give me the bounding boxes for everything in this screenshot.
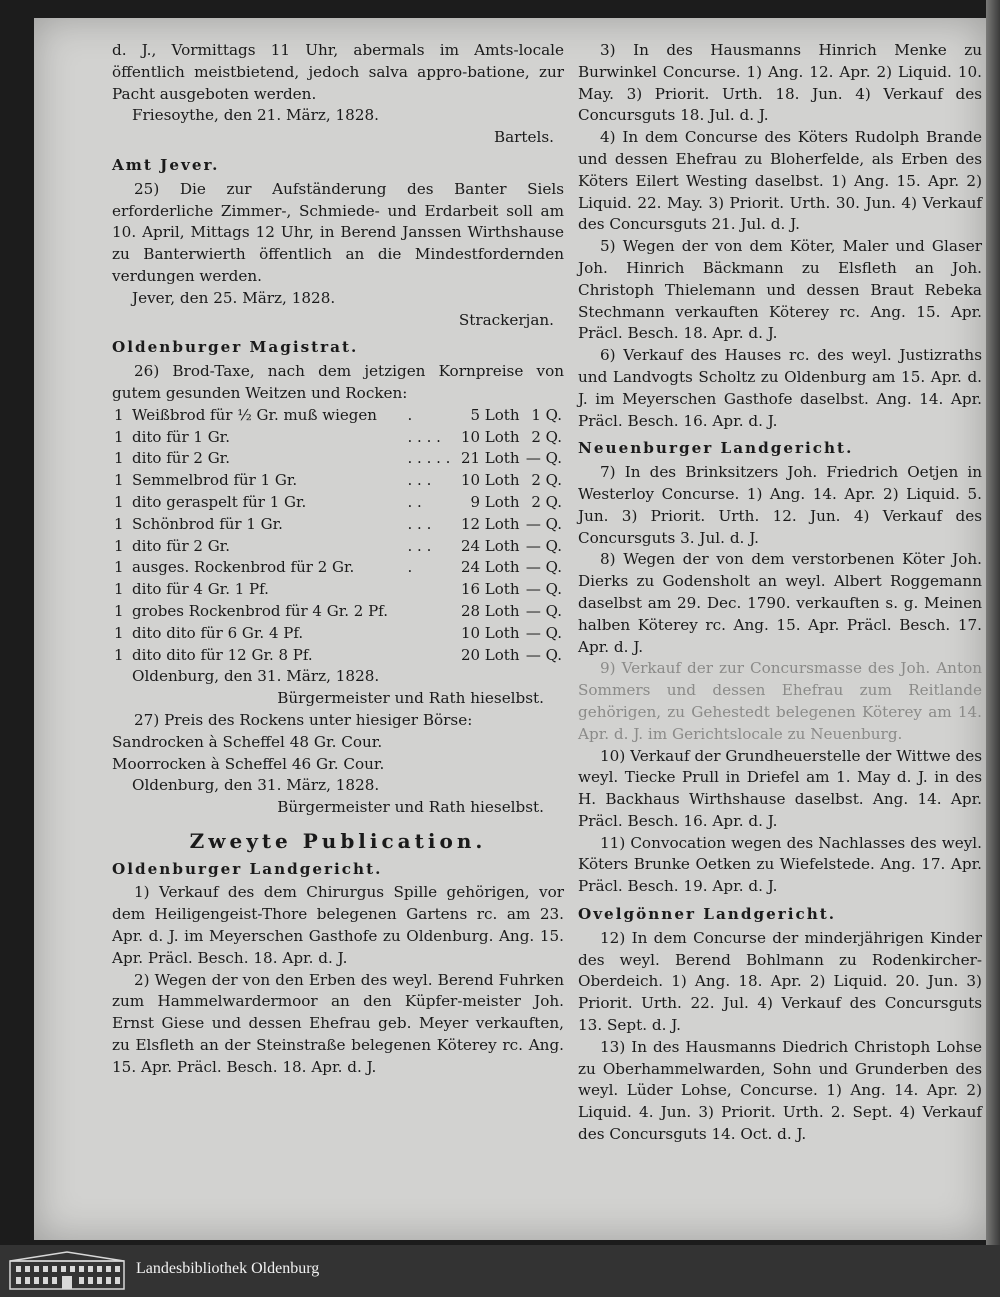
row-count: 1	[114, 558, 124, 577]
row-item: dito dito für 12 Gr. 8 Pf.	[132, 645, 313, 664]
row-leader	[406, 579, 456, 601]
row-count: 1	[114, 601, 124, 620]
place-date: Oldenburg, den 31. März, 1828.	[132, 776, 380, 795]
row-leader: . . .	[407, 514, 432, 533]
row-quentchen: 1 Q.	[531, 405, 562, 424]
row-quentchen: — Q.	[525, 514, 562, 533]
section-heading-landgericht: Oldenburger Landgericht.	[112, 859, 383, 878]
row-item: Schönbrod für 1 Gr.	[132, 514, 283, 533]
signature: Strackerjan.	[458, 310, 554, 329]
rye-price-moor: Moorrocken à Scheffel 46 Gr. Cour.	[112, 754, 385, 773]
row-quentchen: — Q.	[525, 580, 562, 599]
notice-r10: 10) Verkauf der Grundheuerstelle der Wittwe des weyl. Tiecke Prull in Driefel am 1. May d. J. in des H. Backhaus Wirthshause daselbst. Ang. 14. Apr. Präcl. Besch. 16. Apr. d. J.	[578, 746, 982, 830]
row-count: 1	[114, 492, 124, 511]
table-row	[112, 557, 564, 579]
row-count: 1	[114, 471, 124, 490]
row-count: 1	[114, 449, 124, 468]
row-quentchen: — Q.	[525, 449, 562, 468]
section-heading-neuenburg: Neuenburger Landgericht.	[578, 439, 854, 458]
table-row	[112, 470, 564, 492]
row-quentchen: — Q.	[525, 623, 562, 642]
row-weight: 10 Loth	[460, 623, 520, 642]
row-item: dito dito für 6 Gr. 4 Pf.	[132, 623, 304, 642]
row-item: dito für 2 Gr.	[132, 536, 230, 555]
row-weight: 24 Loth	[460, 536, 520, 555]
row-item: Semmelbrod für 1 Gr.	[132, 471, 298, 490]
row-item: grobes Rockenbrod für 4 Gr. 2 Pf.	[132, 601, 388, 620]
notice-r5: 5) Wegen der von dem Köter, Maler und Glaser Joh. Hinrich Bäckmann zu Elsfleth an Joh. Christoph Thielemann und dessen Braut Rebeka Stechmann verkauften Köterey rc. Ang. 15. Apr. Präcl. Besch. 18. Apr. d. J.	[578, 237, 982, 343]
rye-price-sand: Sandrocken à Scheffel 48 Gr. Cour.	[112, 732, 383, 751]
section-heading-magistrat: Oldenburger Magistrat.	[112, 338, 359, 357]
row-leader	[406, 645, 456, 667]
row-quentchen: — Q.	[525, 601, 562, 620]
page-binding-edge	[986, 0, 1000, 1245]
table-row	[112, 645, 564, 667]
row-leader	[406, 623, 456, 645]
table-row	[112, 623, 564, 645]
notice-r12: 12) In dem Concurse der minderjährigen Kinder des weyl. Berend Bohlmann zu Rodenkircher-Oberdeich. 1) Ang. 18. Apr. 2) Liquid. 20. Jun. 3) Priorit. Urth. 22. Jul. 4) Verkauf des Concursguts 13. Sept. d. J.	[578, 928, 982, 1035]
row-leader	[406, 601, 456, 623]
row-item: dito für 4 Gr. 1 Pf.	[132, 580, 269, 599]
row-quentchen: 2 Q.	[531, 471, 562, 490]
section-heading-amt-jever: Amt Jever.	[112, 155, 220, 174]
place-date: Friesoythe, den 21. März, 1828.	[132, 106, 379, 125]
section-heading-ovelgoenne: Ovelgönner Landgericht.	[578, 905, 837, 924]
row-leader: . .	[407, 492, 422, 511]
library-building-icon[interactable]	[8, 1251, 126, 1291]
library-name[interactable]: Landesbibliothek Oldenburg	[136, 1260, 320, 1277]
notice-lg-1: 1) Verkauf des dem Chirurgus Spille gehörigen, vor dem Heiligengeist-Thore belegenen Gartens rc. am 23. Apr. d. J. im Meyerschen Gasthofe zu Oldenburg. Ang. 15. Apr. Präcl. Besch. 18. Apr. d. J.	[112, 883, 564, 967]
notice-r11: 11) Convocation wegen des Nachlasses des weyl. Köters Brunke Oetken zu Wiefelstede. Ang. 17. Apr. Präcl. Besch. 19. Apr. d. J.	[578, 833, 982, 896]
row-weight: 9 Loth	[470, 492, 520, 511]
row-leader: . . . .	[407, 427, 441, 446]
row-weight: 21 Loth	[460, 449, 520, 468]
row-item: dito geraspelt für 1 Gr.	[132, 492, 307, 511]
row-weight: 10 Loth	[460, 427, 520, 446]
row-quentchen: — Q.	[525, 536, 562, 555]
notice-r8: 8) Wegen der von dem verstorbenen Köter Joh. Dierks zu Godensholt an weyl. Albert Roggemann daselbst am 29. Dec. 1790. verkauften s. g. Meinen halben Köterey rc. Ang. 15. Apr. Präcl. Besch. 17. Apr. d. J.	[578, 550, 982, 656]
signature: Bürgermeister und Rath hieselbst.	[277, 798, 544, 817]
row-leader: . . .	[407, 471, 432, 490]
table-row	[112, 514, 564, 536]
row-count: 1	[114, 580, 124, 599]
signature: Bürgermeister und Rath hieselbst.	[277, 689, 544, 708]
table-row	[112, 579, 564, 601]
row-quentchen: — Q.	[525, 645, 562, 664]
notice-r13: 13) In des Hausmanns Diedrich Christoph Lohse zu Oberhammelwarden, Sohn und Grunderben des weyl. Lüder Lohse, Concurse. 1) Ang. 14. Apr. 2) Liquid. 4. Jun. 3) Priorit. Urth. 2. Sept. 4) Verkauf des Concursguts 14. Oct. d. J.	[578, 1037, 982, 1144]
place-date: Jever, den 25. März, 1828.	[132, 288, 336, 307]
notice-26: 26) Brod-Taxe, nach dem jetzigen Kornpreise von gutem gesunden Weitzen und Rocken:	[112, 362, 564, 402]
left-column	[112, 40, 564, 1079]
row-leader: .	[407, 558, 413, 577]
table-row	[112, 492, 564, 514]
row-leader: .	[407, 405, 413, 424]
row-quentchen: 2 Q.	[531, 492, 562, 511]
row-quentchen: 2 Q.	[531, 427, 562, 446]
row-item: dito für 1 Gr.	[132, 427, 230, 446]
row-count: 1	[114, 645, 124, 664]
row-item: dito für 2 Gr.	[132, 449, 230, 468]
row-weight: 24 Loth	[460, 558, 520, 577]
row-weight: 5 Loth	[470, 405, 520, 424]
right-column	[578, 40, 982, 1146]
notice-r9: 9) Verkauf der zur Concursmasse des Joh. Anton Sommers und dessen Ehefrau zum Reitlande gehörigen, zu Gehestedt belegenen Köterey am 14. Apr. d. J. im Gerichtslocale zu Neuenburg.	[578, 659, 982, 743]
row-item: ausges. Rockenbrod für 2 Gr.	[132, 558, 355, 577]
notice-r4: 4) In dem Concurse des Köters Rudolph Brande und dessen Ehefrau zu Bloherfelde, als Erben des Köters Eilert Westing daselbst. 1) Ang. 15. Apr. 2) Liquid. 22. May. 3) Priorit. Urth. 30. Jun. 4) Verkauf des Concursguts 21. Jul. d. J.	[578, 128, 982, 234]
row-leader: . . .	[407, 536, 432, 555]
signature: Bartels.	[493, 128, 554, 147]
row-weight: 20 Loth	[460, 645, 520, 664]
row-quentchen: — Q.	[525, 558, 562, 577]
row-weight: 12 Loth	[460, 514, 520, 533]
notice-25: 25) Die zur Aufständerung des Banter Siels erforderliche Zimmer-, Schmiede- und Erdarbeit soll am 10. April, Mittags 12 Uhr, in Berend Janssen Wirthshause zu Banterwierth öffentlich an die Mindestfordernden verdungen werden.	[112, 179, 564, 285]
row-count: 1	[114, 536, 124, 555]
library-footer	[0, 1245, 1000, 1297]
row-weight: 16 Loth	[460, 580, 520, 599]
notice-r6: 6) Verkauf des Hauses rc. des weyl. Justizraths und Landvogts Scholtz zu Oldenburg am 15. Apr. d. J. im Meyerschen Gasthofe daselbst. Ang. 14. Apr. Präcl. Besch. 16. Apr. d. J.	[578, 346, 982, 430]
table-row	[112, 405, 564, 427]
notice-r7: 7) In des Brinksitzers Joh. Friedrich Oetjen in Westerloy Concurse. 1) Ang. 14. Apr. 2) Liquid. 5. Jun. 3) Priorit. Urth. 12. Jun. 4) Verkauf des Concursguts 3. Jul. d. J.	[578, 463, 982, 547]
notice-27: 27) Preis des Rockens unter hiesiger Börse:	[134, 710, 473, 729]
row-weight: 28 Loth	[460, 601, 520, 620]
row-count: 1	[114, 623, 124, 642]
table-row	[112, 427, 564, 449]
paragraph-continuation: d. J., Vormittags 11 Uhr, abermals im Amts-locale öffentlich meistbietend, jedoch salva appro-batione, zur Pacht ausgeboten werden.	[112, 41, 564, 103]
row-leader: . . . . .	[407, 449, 451, 468]
place-date: Oldenburg, den 31. März, 1828.	[132, 667, 380, 686]
bread-price-table	[112, 405, 564, 667]
row-weight: 10 Loth	[460, 471, 520, 490]
notice-r3: 3) In des Hausmanns Hinrich Menke zu Burwinkel Concurse. 1) Ang. 12. Apr. 2) Liquid. 10. May. 3) Priorit. Urth. 18. Jun. 4) Verkauf des Concursguts 18. Jul. d. J.	[578, 41, 982, 125]
notice-lg-2: 2) Wegen der von den Erben des weyl. Berend Fuhrken zum Hammelwardermoor an den Küpfer-meister Joh. Ernst Giese und dessen Ehefrau geb. Meyer verkauften, zu Elsfleth an der Steinstraße belegenen Köterey rc. Ang. 15. Apr. Präcl. Besch. 18. Apr. d. J.	[112, 970, 564, 1076]
row-count: 1	[114, 427, 124, 446]
publication-heading: Zweyte Publication.	[189, 828, 487, 853]
row-count: 1	[114, 405, 124, 424]
row-item: Weißbrod für ½ Gr. muß wiegen	[132, 405, 377, 424]
table-row	[112, 448, 564, 470]
table-row	[112, 536, 564, 558]
row-count: 1	[114, 514, 124, 533]
table-row	[112, 601, 564, 623]
